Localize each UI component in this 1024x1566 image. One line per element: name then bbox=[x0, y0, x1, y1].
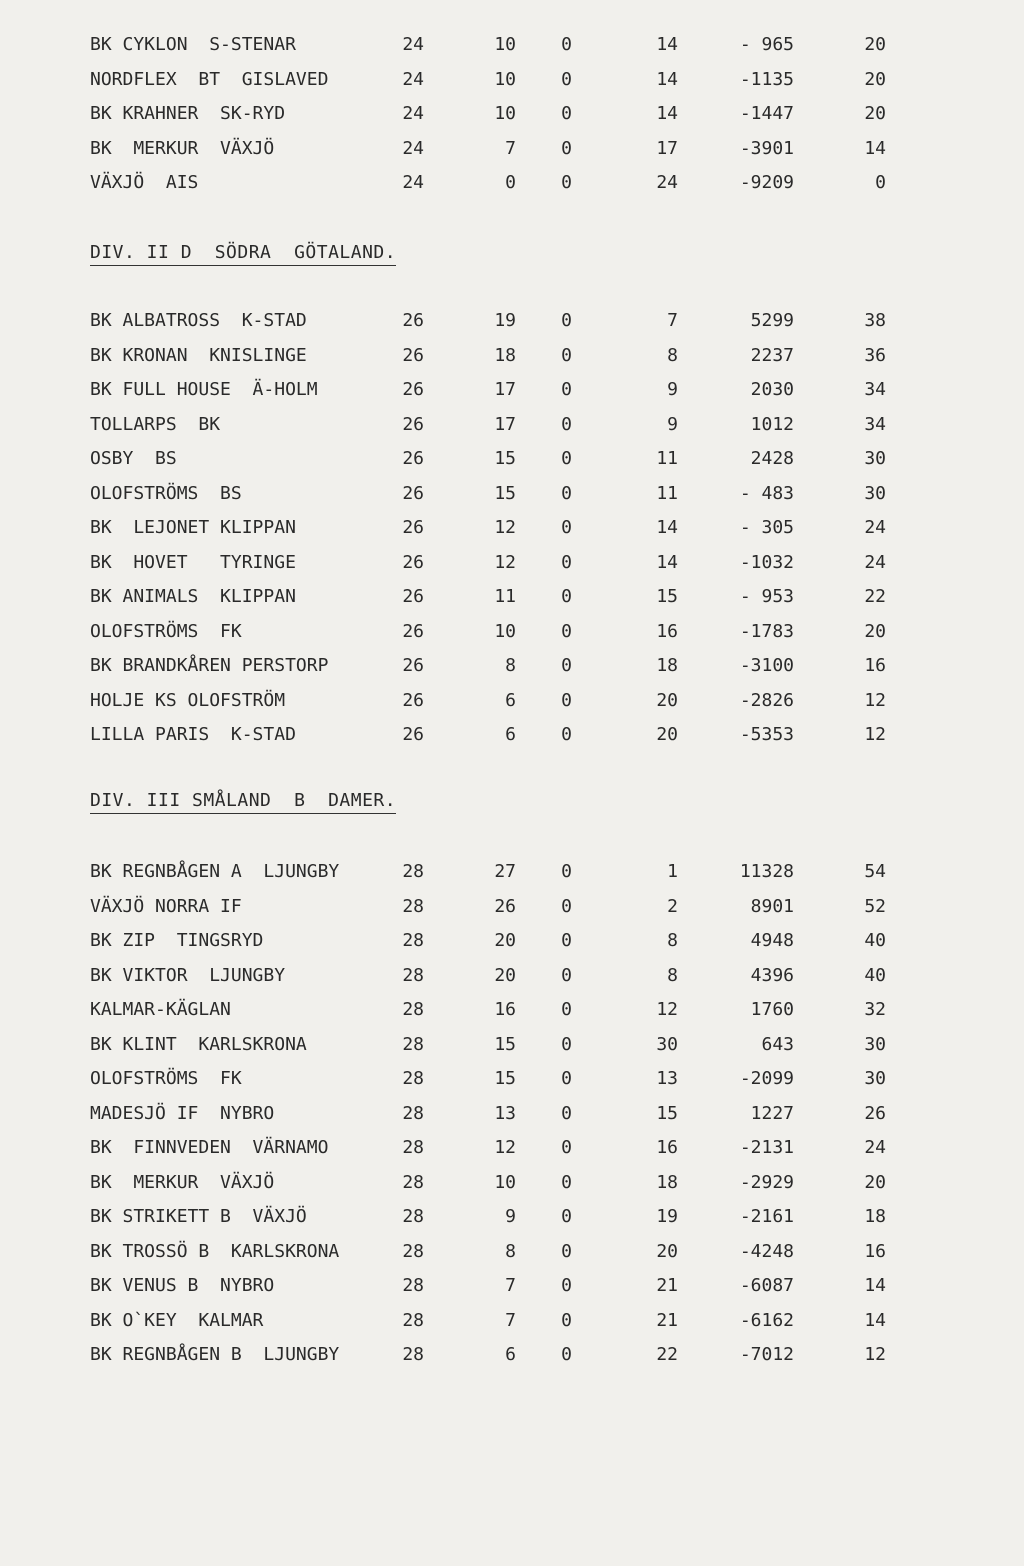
points: 14 bbox=[864, 1275, 886, 1296]
team-name: BK O`KEY KALMAR bbox=[90, 1309, 264, 1331]
pin-difference: 11328 bbox=[739, 861, 794, 882]
games-won: 26 bbox=[494, 895, 516, 917]
games-drawn: 0 bbox=[561, 930, 572, 951]
pin-difference: 1012 bbox=[750, 413, 794, 435]
games-lost: 18 bbox=[656, 655, 678, 676]
games-drawn: 0 bbox=[561, 172, 572, 193]
points: 40 bbox=[864, 930, 886, 951]
team-name: BK REGNBÅGEN A LJUNGBY bbox=[90, 861, 340, 882]
games-won: 10 bbox=[494, 620, 516, 642]
pin-difference: -6162 bbox=[739, 1309, 794, 1331]
games-drawn: 0 bbox=[561, 517, 572, 538]
table-row bbox=[0, 895, 1024, 930]
points: 20 bbox=[864, 103, 886, 124]
pin-difference: -2929 bbox=[739, 1171, 794, 1193]
games-won: 6 bbox=[505, 1344, 516, 1365]
games-lost: 12 bbox=[656, 999, 678, 1020]
games-drawn: 0 bbox=[561, 344, 572, 366]
table-row bbox=[0, 447, 1024, 482]
pin-difference: -2161 bbox=[739, 1206, 794, 1227]
pin-difference: -2826 bbox=[739, 689, 794, 711]
team-name: NORDFLEX BT GISLAVED bbox=[90, 68, 329, 90]
team-name: BK KRAHNER SK-RYD bbox=[90, 103, 286, 124]
pin-difference: 4396 bbox=[750, 964, 794, 986]
table-row bbox=[0, 1102, 1024, 1137]
games-drawn: 0 bbox=[561, 34, 572, 55]
table-row bbox=[0, 344, 1024, 379]
games-drawn: 0 bbox=[561, 1275, 572, 1296]
games-lost: 20 bbox=[656, 689, 678, 711]
team-name: OLOFSTRÖMS BS bbox=[90, 482, 242, 504]
pin-difference: - 965 bbox=[739, 34, 794, 55]
games-drawn: 0 bbox=[561, 1033, 572, 1055]
games-won: 8 bbox=[505, 655, 516, 676]
games-won: 10 bbox=[494, 68, 516, 90]
team-name: BK VENUS B NYBRO bbox=[90, 1275, 275, 1296]
games-lost: 11 bbox=[656, 482, 678, 504]
table-row bbox=[0, 33, 1024, 68]
points: 0 bbox=[875, 172, 886, 193]
pin-difference: -3901 bbox=[739, 137, 794, 159]
team-name: LILLA PARIS K-STAD bbox=[90, 724, 296, 745]
team-name: BK FULL HOUSE Ä-HOLM bbox=[90, 379, 318, 400]
pin-difference: -1135 bbox=[739, 68, 794, 90]
points: 16 bbox=[864, 655, 886, 676]
points: 52 bbox=[864, 895, 886, 917]
table-row bbox=[0, 171, 1024, 206]
team-name: BK ALBATROSS K-STAD bbox=[90, 310, 307, 331]
games-played: 26 bbox=[402, 344, 424, 366]
pin-difference: 2030 bbox=[750, 379, 794, 400]
team-name: BK REGNBÅGEN B LJUNGBY bbox=[90, 1344, 340, 1365]
games-drawn: 0 bbox=[561, 448, 572, 469]
pin-difference: - 305 bbox=[739, 517, 794, 538]
games-drawn: 0 bbox=[561, 103, 572, 124]
team-name: BK KLINT KARLSKRONA bbox=[90, 1033, 307, 1055]
games-won: 15 bbox=[494, 448, 516, 469]
team-name: BK MERKUR VÄXJÖ bbox=[90, 1171, 275, 1193]
table-row bbox=[0, 1205, 1024, 1240]
points: 30 bbox=[864, 482, 886, 504]
points: 34 bbox=[864, 413, 886, 435]
games-played: 28 bbox=[402, 1137, 424, 1158]
games-won: 20 bbox=[494, 964, 516, 986]
games-played: 28 bbox=[402, 1240, 424, 1262]
points: 20 bbox=[864, 34, 886, 55]
games-drawn: 0 bbox=[561, 1240, 572, 1262]
points: 34 bbox=[864, 379, 886, 400]
games-won: 9 bbox=[505, 1206, 516, 1227]
games-drawn: 0 bbox=[561, 310, 572, 331]
table-row bbox=[0, 1136, 1024, 1171]
pin-difference: -9209 bbox=[739, 172, 794, 193]
games-won: 19 bbox=[494, 310, 516, 331]
games-lost: 24 bbox=[656, 172, 678, 193]
table-row bbox=[0, 413, 1024, 448]
games-drawn: 0 bbox=[561, 964, 572, 986]
pin-difference: -5353 bbox=[739, 724, 794, 745]
table-row bbox=[0, 482, 1024, 517]
pin-difference: -4248 bbox=[739, 1240, 794, 1262]
games-played: 24 bbox=[402, 172, 424, 193]
games-lost: 9 bbox=[667, 379, 678, 400]
games-played: 26 bbox=[402, 689, 424, 711]
games-drawn: 0 bbox=[561, 895, 572, 917]
table-row bbox=[0, 516, 1024, 551]
games-drawn: 0 bbox=[561, 999, 572, 1020]
points: 36 bbox=[864, 344, 886, 366]
games-won: 7 bbox=[505, 1309, 516, 1331]
games-played: 26 bbox=[402, 310, 424, 331]
games-lost: 15 bbox=[656, 586, 678, 607]
games-lost: 21 bbox=[656, 1275, 678, 1296]
table-row bbox=[0, 309, 1024, 344]
games-lost: 14 bbox=[656, 103, 678, 124]
games-drawn: 0 bbox=[561, 655, 572, 676]
games-won: 12 bbox=[494, 551, 516, 573]
games-lost: 9 bbox=[667, 413, 678, 435]
games-played: 26 bbox=[402, 724, 424, 745]
team-name: BK VIKTOR LJUNGBY bbox=[90, 964, 286, 986]
points: 30 bbox=[864, 1033, 886, 1055]
games-won: 6 bbox=[505, 724, 516, 745]
points: 54 bbox=[864, 861, 886, 882]
team-name: OSBY BS bbox=[90, 448, 177, 469]
points: 24 bbox=[864, 1137, 886, 1158]
games-lost: 14 bbox=[656, 68, 678, 90]
points: 14 bbox=[864, 1309, 886, 1331]
pin-difference: -1447 bbox=[739, 103, 794, 124]
team-name: BK STRIKETT B VÄXJÖ bbox=[90, 1206, 307, 1227]
games-played: 26 bbox=[402, 482, 424, 504]
games-won: 11 bbox=[494, 586, 516, 607]
games-won: 16 bbox=[494, 999, 516, 1020]
games-played: 28 bbox=[402, 1275, 424, 1296]
games-lost: 1 bbox=[667, 861, 678, 882]
team-name: KALMAR-KÄGLAN bbox=[90, 999, 231, 1020]
table-row bbox=[0, 1274, 1024, 1309]
team-name: BK BRANDKÅREN PERSTORP bbox=[90, 655, 329, 676]
games-lost: 13 bbox=[656, 1068, 678, 1089]
games-played: 28 bbox=[402, 1068, 424, 1089]
games-won: 12 bbox=[494, 1137, 516, 1158]
points: 20 bbox=[864, 620, 886, 642]
points: 38 bbox=[864, 310, 886, 331]
games-drawn: 0 bbox=[561, 1344, 572, 1365]
games-played: 28 bbox=[402, 1033, 424, 1055]
table-row bbox=[0, 723, 1024, 758]
games-drawn: 0 bbox=[561, 137, 572, 159]
games-lost: 18 bbox=[656, 1171, 678, 1193]
games-won: 0 bbox=[505, 172, 516, 193]
points: 26 bbox=[864, 1102, 886, 1124]
table-row bbox=[0, 929, 1024, 964]
team-name: BK ANIMALS KLIPPAN bbox=[90, 586, 296, 607]
points: 32 bbox=[864, 999, 886, 1020]
table-row bbox=[0, 860, 1024, 895]
games-lost: 17 bbox=[656, 137, 678, 159]
games-won: 7 bbox=[505, 137, 516, 159]
table-row bbox=[0, 689, 1024, 724]
pin-difference: 5299 bbox=[750, 310, 794, 331]
pin-difference: 643 bbox=[761, 1033, 794, 1055]
points: 12 bbox=[864, 689, 886, 711]
games-won: 15 bbox=[494, 1068, 516, 1089]
games-played: 28 bbox=[402, 1171, 424, 1193]
games-played: 28 bbox=[402, 999, 424, 1020]
games-won: 7 bbox=[505, 1275, 516, 1296]
games-lost: 14 bbox=[656, 551, 678, 573]
games-drawn: 0 bbox=[561, 1102, 572, 1124]
games-drawn: 0 bbox=[561, 1206, 572, 1227]
games-won: 20 bbox=[494, 930, 516, 951]
team-name: OLOFSTRÖMS FK bbox=[90, 1068, 242, 1089]
table-row bbox=[0, 102, 1024, 137]
table-row bbox=[0, 1033, 1024, 1068]
games-played: 24 bbox=[402, 137, 424, 159]
points: 20 bbox=[864, 68, 886, 90]
points: 24 bbox=[864, 551, 886, 573]
team-name: BK KRONAN KNISLINGE bbox=[90, 344, 307, 366]
pin-difference: -1032 bbox=[739, 551, 794, 573]
games-played: 26 bbox=[402, 586, 424, 607]
games-lost: 7 bbox=[667, 310, 678, 331]
games-won: 13 bbox=[494, 1102, 516, 1124]
games-lost: 11 bbox=[656, 448, 678, 469]
games-played: 28 bbox=[402, 1102, 424, 1124]
table-row bbox=[0, 998, 1024, 1033]
pin-difference: - 483 bbox=[739, 482, 794, 504]
team-name: OLOFSTRÖMS FK bbox=[90, 620, 242, 642]
games-played: 28 bbox=[402, 895, 424, 917]
points: 40 bbox=[864, 964, 886, 986]
table-row bbox=[0, 1343, 1024, 1378]
games-drawn: 0 bbox=[561, 482, 572, 504]
table-row bbox=[0, 1309, 1024, 1344]
games-drawn: 0 bbox=[561, 1137, 572, 1158]
games-played: 28 bbox=[402, 1206, 424, 1227]
games-won: 17 bbox=[494, 413, 516, 435]
games-drawn: 0 bbox=[561, 413, 572, 435]
games-drawn: 0 bbox=[561, 551, 572, 573]
games-lost: 16 bbox=[656, 620, 678, 642]
games-played: 28 bbox=[402, 861, 424, 882]
games-lost: 15 bbox=[656, 1102, 678, 1124]
games-lost: 21 bbox=[656, 1309, 678, 1331]
games-played: 28 bbox=[402, 964, 424, 986]
pin-difference: -3100 bbox=[739, 655, 794, 676]
games-played: 26 bbox=[402, 620, 424, 642]
points: 24 bbox=[864, 517, 886, 538]
section-heading: DIV. II D SÖDRA GÖTALAND. bbox=[90, 242, 396, 266]
games-lost: 8 bbox=[667, 344, 678, 366]
points: 12 bbox=[864, 1344, 886, 1365]
games-played: 24 bbox=[402, 34, 424, 55]
points: 30 bbox=[864, 448, 886, 469]
games-played: 26 bbox=[402, 517, 424, 538]
games-won: 10 bbox=[494, 34, 516, 55]
points: 14 bbox=[864, 137, 886, 159]
games-played: 24 bbox=[402, 68, 424, 90]
team-name: VÄXJÖ NORRA IF bbox=[90, 895, 242, 917]
team-name: BK MERKUR VÄXJÖ bbox=[90, 137, 275, 159]
games-lost: 20 bbox=[656, 724, 678, 745]
games-played: 26 bbox=[402, 413, 424, 435]
games-drawn: 0 bbox=[561, 586, 572, 607]
games-lost: 2 bbox=[667, 895, 678, 917]
games-played: 26 bbox=[402, 448, 424, 469]
games-drawn: 0 bbox=[561, 724, 572, 745]
pin-difference: 2428 bbox=[750, 448, 794, 469]
points: 20 bbox=[864, 1171, 886, 1193]
table-row bbox=[0, 585, 1024, 620]
team-name: MADESJÖ IF NYBRO bbox=[90, 1102, 275, 1124]
team-name: BK ZIP TINGSRYD bbox=[90, 930, 264, 951]
pin-difference: 2237 bbox=[750, 344, 794, 366]
games-won: 6 bbox=[505, 689, 516, 711]
pin-difference: -1783 bbox=[739, 620, 794, 642]
games-drawn: 0 bbox=[561, 620, 572, 642]
games-won: 15 bbox=[494, 1033, 516, 1055]
pin-difference: -2131 bbox=[739, 1137, 794, 1158]
table-row bbox=[0, 378, 1024, 413]
points: 16 bbox=[864, 1240, 886, 1262]
games-played: 26 bbox=[402, 655, 424, 676]
team-name: BK CYKLON S-STENAR bbox=[90, 34, 296, 55]
pin-difference: - 953 bbox=[739, 586, 794, 607]
table-row bbox=[0, 1240, 1024, 1275]
games-lost: 22 bbox=[656, 1344, 678, 1365]
games-drawn: 0 bbox=[561, 861, 572, 882]
table-row bbox=[0, 620, 1024, 655]
games-won: 10 bbox=[494, 1171, 516, 1193]
pin-difference: -7012 bbox=[739, 1344, 794, 1365]
points: 30 bbox=[864, 1068, 886, 1089]
games-played: 28 bbox=[402, 930, 424, 951]
pin-difference: 4948 bbox=[750, 930, 794, 951]
games-won: 12 bbox=[494, 517, 516, 538]
table-row bbox=[0, 654, 1024, 689]
points: 12 bbox=[864, 724, 886, 745]
games-lost: 30 bbox=[656, 1033, 678, 1055]
games-lost: 8 bbox=[667, 930, 678, 951]
games-drawn: 0 bbox=[561, 1068, 572, 1089]
games-lost: 8 bbox=[667, 964, 678, 986]
pin-difference: 1227 bbox=[750, 1102, 794, 1124]
games-played: 26 bbox=[402, 379, 424, 400]
table-row bbox=[0, 964, 1024, 999]
section-heading: DIV. III SMÅLAND B DAMER. bbox=[90, 790, 396, 814]
team-name: HOLJE KS OLOFSTRÖM bbox=[90, 689, 286, 711]
games-drawn: 0 bbox=[561, 379, 572, 400]
games-won: 10 bbox=[494, 103, 516, 124]
games-played: 24 bbox=[402, 103, 424, 124]
team-name: BK HOVET TYRINGE bbox=[90, 551, 296, 573]
games-lost: 19 bbox=[656, 1206, 678, 1227]
table-row bbox=[0, 1171, 1024, 1206]
games-played: 28 bbox=[402, 1309, 424, 1331]
table-row bbox=[0, 68, 1024, 103]
table-row bbox=[0, 551, 1024, 586]
table-row bbox=[0, 1067, 1024, 1102]
points: 18 bbox=[864, 1206, 886, 1227]
games-drawn: 0 bbox=[561, 1171, 572, 1193]
games-drawn: 0 bbox=[561, 68, 572, 90]
team-name: BK LEJONET KLIPPAN bbox=[90, 517, 296, 538]
table-row bbox=[0, 137, 1024, 172]
pin-difference: 1760 bbox=[750, 999, 794, 1020]
pin-difference: -6087 bbox=[739, 1275, 794, 1296]
games-lost: 14 bbox=[656, 517, 678, 538]
games-won: 27 bbox=[494, 861, 516, 882]
games-won: 8 bbox=[505, 1240, 516, 1262]
games-lost: 14 bbox=[656, 34, 678, 55]
games-won: 17 bbox=[494, 379, 516, 400]
games-drawn: 0 bbox=[561, 1309, 572, 1331]
games-played: 26 bbox=[402, 551, 424, 573]
games-lost: 16 bbox=[656, 1137, 678, 1158]
pin-difference: -2099 bbox=[739, 1068, 794, 1089]
team-name: BK TROSSÖ B KARLSKRONA bbox=[90, 1240, 340, 1262]
pin-difference: 8901 bbox=[750, 895, 794, 917]
games-played: 28 bbox=[402, 1344, 424, 1365]
games-drawn: 0 bbox=[561, 689, 572, 711]
games-won: 15 bbox=[494, 482, 516, 504]
points: 22 bbox=[864, 586, 886, 607]
games-won: 18 bbox=[494, 344, 516, 366]
team-name: BK FINNVEDEN VÄRNAMO bbox=[90, 1137, 329, 1158]
team-name: VÄXJÖ AIS bbox=[90, 172, 199, 193]
team-name: TOLLARPS BK bbox=[90, 413, 221, 435]
games-lost: 20 bbox=[656, 1240, 678, 1262]
